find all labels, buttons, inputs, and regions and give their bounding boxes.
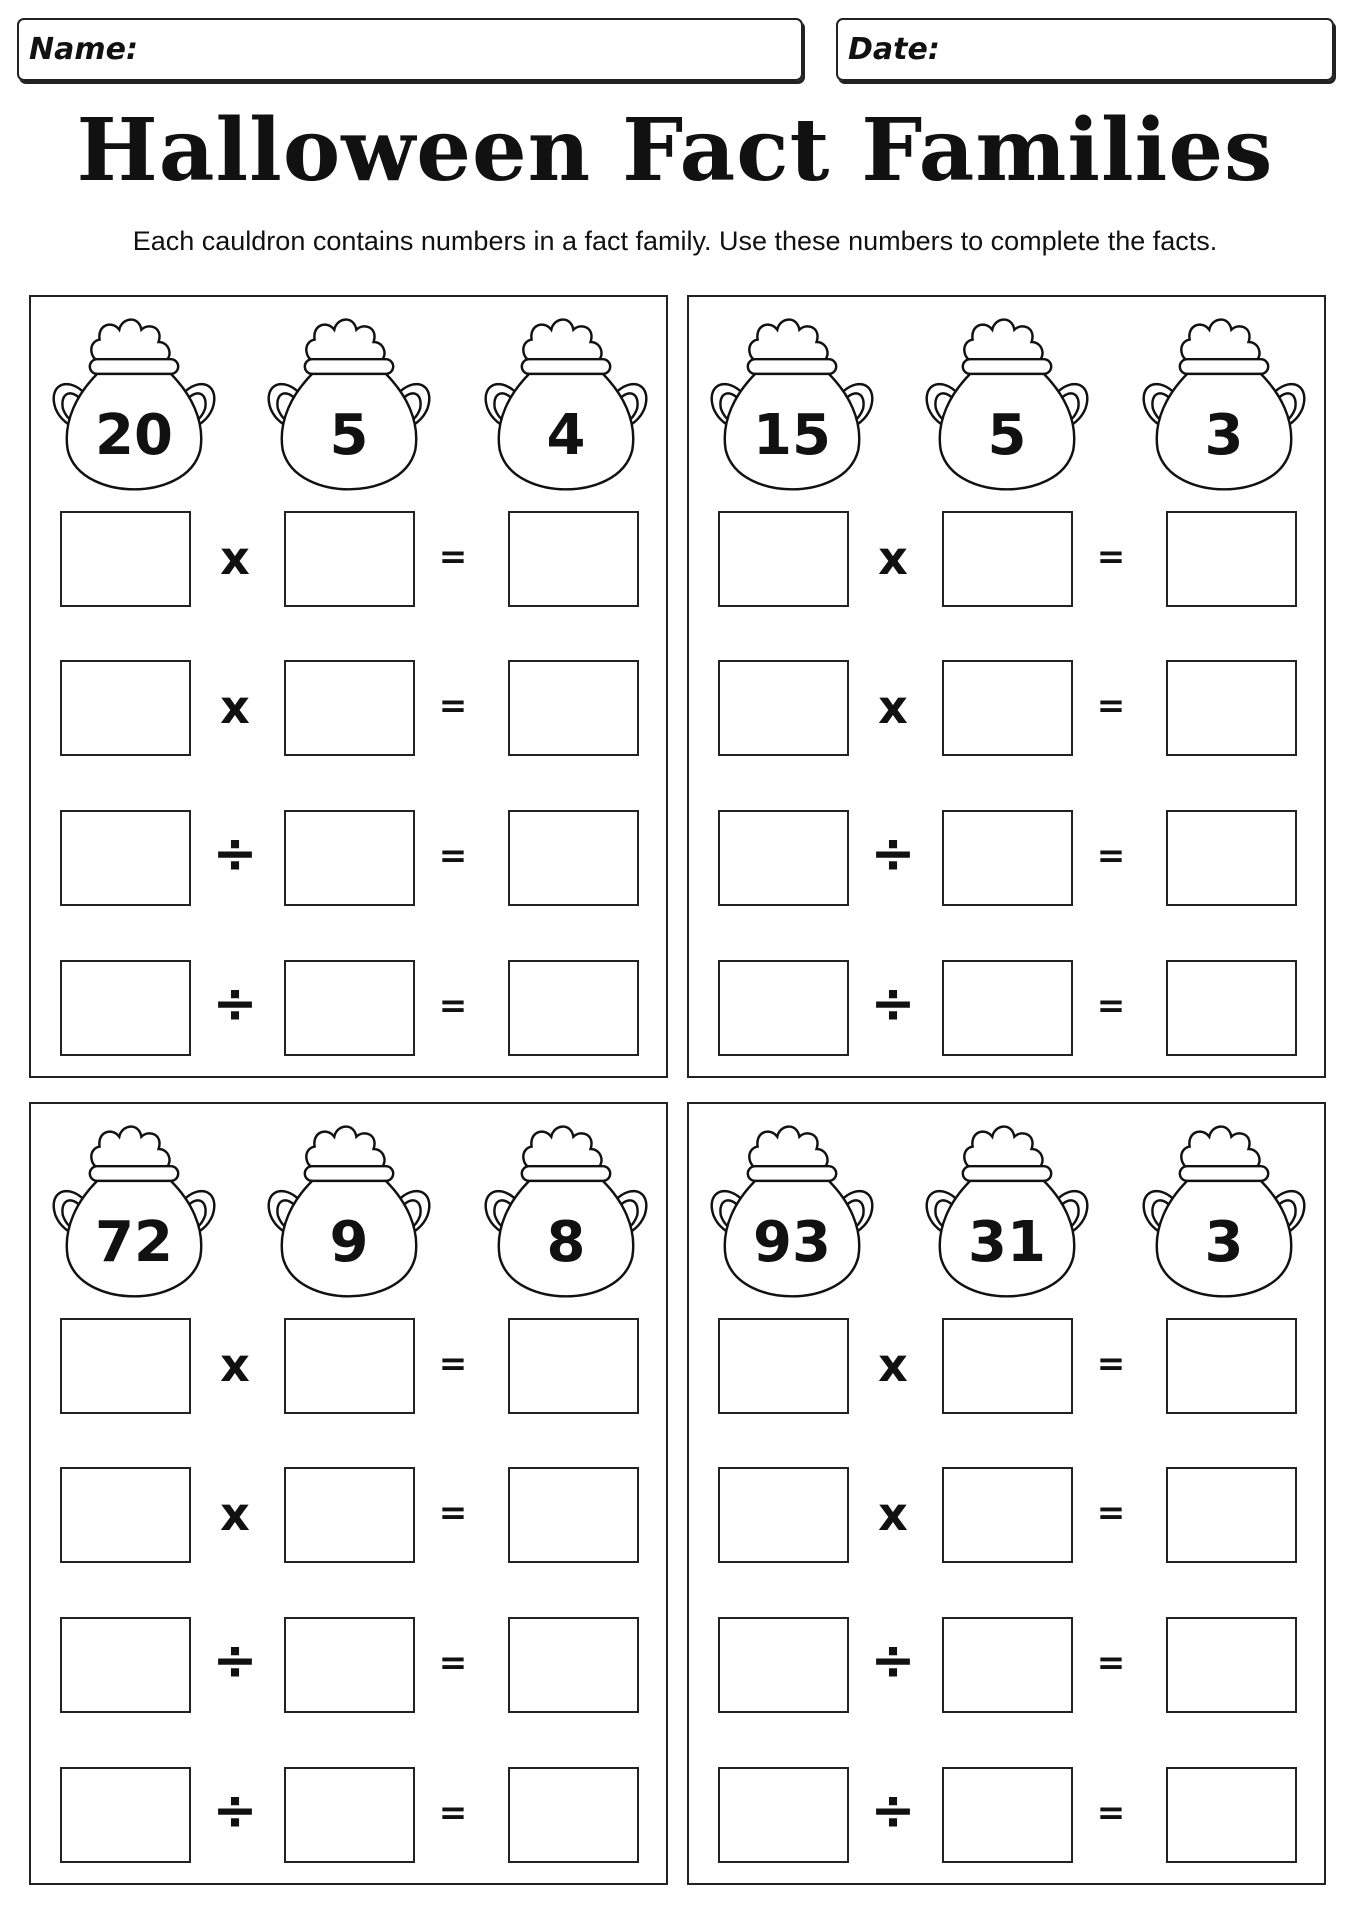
equals-sign: =: [438, 686, 468, 726]
divide-sign: ÷: [212, 1629, 258, 1692]
equals-sign: =: [438, 986, 468, 1026]
answer-box[interactable]: [1166, 511, 1297, 607]
equals-sign: =: [1096, 1493, 1126, 1533]
divide-sign: ÷: [212, 1779, 258, 1842]
divide-sign: ÷: [870, 822, 916, 885]
answer-box[interactable]: [284, 1617, 415, 1713]
answer-box[interactable]: [284, 660, 415, 756]
divide-sign: ÷: [212, 822, 258, 885]
answer-box[interactable]: [942, 511, 1073, 607]
divide-sign: ÷: [870, 972, 916, 1035]
answer-box[interactable]: [508, 1767, 639, 1863]
date-field[interactable]: [836, 18, 1334, 81]
cauldron-icon: [921, 1122, 1093, 1300]
fact-family-panel: [687, 295, 1326, 1078]
answer-box[interactable]: [942, 660, 1073, 756]
answer-box[interactable]: [718, 660, 849, 756]
cauldron-number: 5: [987, 403, 1027, 468]
answer-box[interactable]: [60, 810, 191, 906]
answer-box[interactable]: [284, 511, 415, 607]
equals-sign: =: [1096, 836, 1126, 876]
page-title: Halloween Fact Families: [76, 100, 1274, 201]
answer-box[interactable]: [718, 1318, 849, 1414]
cauldron-icon: [1138, 1122, 1310, 1300]
fact-family-panel: [687, 1102, 1326, 1885]
divide-sign: ÷: [870, 1629, 916, 1692]
answer-box[interactable]: [718, 960, 849, 1056]
equals-sign: =: [438, 836, 468, 876]
answer-box[interactable]: [718, 1617, 849, 1713]
answer-box[interactable]: [718, 1467, 849, 1563]
equals-sign: =: [1096, 1793, 1126, 1833]
answer-box[interactable]: [942, 1467, 1073, 1563]
answer-box[interactable]: [508, 960, 639, 1056]
answer-box[interactable]: [1166, 960, 1297, 1056]
equals-sign: =: [438, 1793, 468, 1833]
cauldron-number: 9: [329, 1210, 369, 1275]
cauldron-number: 3: [1204, 1210, 1244, 1275]
fact-family-panel: [29, 295, 668, 1078]
multiply-sign: x: [878, 531, 908, 585]
divide-sign: ÷: [870, 1779, 916, 1842]
cauldron-icon: [921, 315, 1093, 493]
multiply-sign: x: [220, 1487, 250, 1541]
multiply-sign: x: [220, 680, 250, 734]
cauldron-number: 3: [1204, 403, 1244, 468]
equals-sign: =: [1096, 1643, 1126, 1683]
instructions: Each cauldron contains numbers in a fact family. Use these numbers to complete the facts.: [132, 226, 1218, 256]
multiply-sign: x: [878, 1338, 908, 1392]
answer-box[interactable]: [1166, 1467, 1297, 1563]
cauldron-icon: [48, 315, 220, 493]
answer-box[interactable]: [60, 660, 191, 756]
cauldron-icon: [706, 315, 878, 493]
equals-sign: =: [438, 1344, 468, 1384]
answer-box[interactable]: [60, 960, 191, 1056]
cauldron-number: 4: [546, 403, 586, 468]
equals-sign: =: [1096, 986, 1126, 1026]
multiply-sign: x: [220, 531, 250, 585]
answer-box[interactable]: [718, 810, 849, 906]
answer-box[interactable]: [1166, 1318, 1297, 1414]
multiply-sign: x: [220, 1338, 250, 1392]
answer-box[interactable]: [1166, 1617, 1297, 1713]
cauldron-number: 8: [546, 1210, 586, 1275]
name-label: Name:: [29, 32, 138, 67]
divide-sign: ÷: [212, 972, 258, 1035]
name-field[interactable]: [17, 18, 803, 81]
cauldron-number: 15: [753, 403, 831, 468]
cauldron-icon: [263, 1122, 435, 1300]
answer-box[interactable]: [942, 1767, 1073, 1863]
date-label: Date:: [848, 32, 940, 67]
fact-family-panel: [29, 1102, 668, 1885]
answer-box[interactable]: [508, 1467, 639, 1563]
cauldron-number: 31: [968, 1210, 1046, 1275]
equals-sign: =: [438, 1493, 468, 1533]
multiply-sign: x: [878, 1487, 908, 1541]
cauldron-number: 72: [95, 1210, 173, 1275]
equals-sign: =: [438, 537, 468, 577]
cauldron-icon: [706, 1122, 878, 1300]
answer-box[interactable]: [942, 1318, 1073, 1414]
equals-sign: =: [1096, 686, 1126, 726]
answer-box[interactable]: [508, 1617, 639, 1713]
answer-box[interactable]: [942, 1617, 1073, 1713]
cauldron-icon: [480, 1122, 652, 1300]
cauldron-number: 93: [753, 1210, 831, 1275]
answer-box[interactable]: [284, 1467, 415, 1563]
answer-box[interactable]: [1166, 1767, 1297, 1863]
answer-box[interactable]: [284, 1318, 415, 1414]
answer-box[interactable]: [1166, 660, 1297, 756]
answer-box[interactable]: [508, 660, 639, 756]
cauldron-icon: [263, 315, 435, 493]
answer-box[interactable]: [60, 1467, 191, 1563]
answer-box[interactable]: [508, 1318, 639, 1414]
answer-box[interactable]: [60, 1318, 191, 1414]
answer-box[interactable]: [718, 511, 849, 607]
equals-sign: =: [1096, 537, 1126, 577]
answer-box[interactable]: [942, 810, 1073, 906]
answer-box[interactable]: [718, 1767, 849, 1863]
cauldron-icon: [480, 315, 652, 493]
answer-box[interactable]: [284, 1767, 415, 1863]
multiply-sign: x: [878, 680, 908, 734]
answer-box[interactable]: [1166, 810, 1297, 906]
answer-box[interactable]: [508, 511, 639, 607]
cauldron-number: 20: [95, 403, 173, 468]
equals-sign: =: [438, 1643, 468, 1683]
cauldron-icon: [1138, 315, 1310, 493]
answer-box[interactable]: [284, 960, 415, 1056]
answer-box[interactable]: [60, 511, 191, 607]
answer-box[interactable]: [508, 810, 639, 906]
answer-box[interactable]: [942, 960, 1073, 1056]
answer-box[interactable]: [284, 810, 415, 906]
cauldron-icon: [48, 1122, 220, 1300]
equals-sign: =: [1096, 1344, 1126, 1384]
answer-box[interactable]: [60, 1617, 191, 1713]
cauldron-number: 5: [329, 403, 369, 468]
answer-box[interactable]: [60, 1767, 191, 1863]
